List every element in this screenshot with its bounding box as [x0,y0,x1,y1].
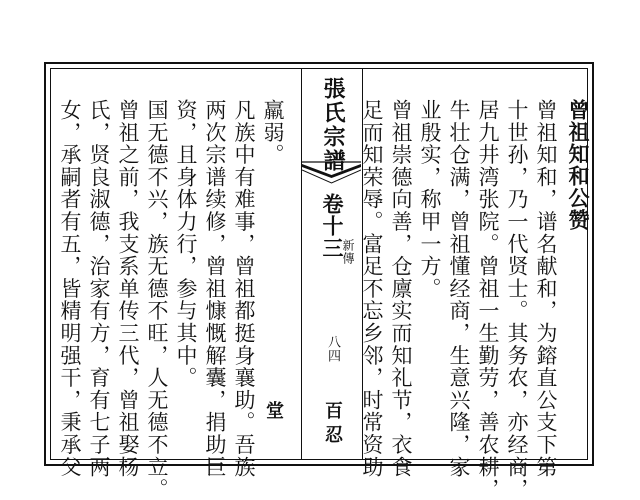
text-column: 凡族中有难事，曾祖都挺身襄助。吾族 [232,99,256,479]
text-column: 居九井湾张院。曾祖一生勤劳，善农耕， [476,99,500,500]
volume-label: 卷十三 [320,193,345,259]
hall-name: 百忍堂 [263,401,343,449]
text-column: 国无德不兴，族无德不旺，人无德不立。 [145,99,169,500]
text-column: 羸弱。 [261,99,285,166]
text-column: 氏，贤良淑德，治家有方，育有七子两 [87,99,111,479]
text-column: 资，且身体力行，参与其中。 [174,99,198,389]
text-column: 女，承嗣者有五，皆精明强干，秉承父 [58,99,82,479]
section-label: 新傳 [341,239,355,265]
text-column: 曾祖之前，我支系单传三代，曾祖娶杨 [116,99,140,479]
page-number: 八四 [325,335,340,363]
genealogy-title: 張氏宗譜 [320,77,346,173]
text-column: 曾祖崇德向善，仓廪实而知礼节，衣食 [389,99,413,479]
text-column: 两次宗谱续修，曾祖慷慨解囊，捐助巨 [203,99,227,479]
text-column: 十世孙，乃一代贤士。其务农，亦经商， [505,99,529,500]
text-column: 曾祖知和，谱名献和，为鎔直公支下第 [534,99,558,479]
text-column: 业殷实，称甲一方。 [418,99,442,300]
essay-heading: 曾祖知和公赞 [566,99,591,231]
text-column: 足而知荣辱。富足不忘乡邻，时常资助 [360,99,384,479]
text-column: 牛壮仓满，曾祖懂经商，生意兴隆，家 [447,99,471,479]
page-frame [50,68,591,500]
fishtail-mark-icon [302,161,361,187]
book-page [44,62,594,500]
